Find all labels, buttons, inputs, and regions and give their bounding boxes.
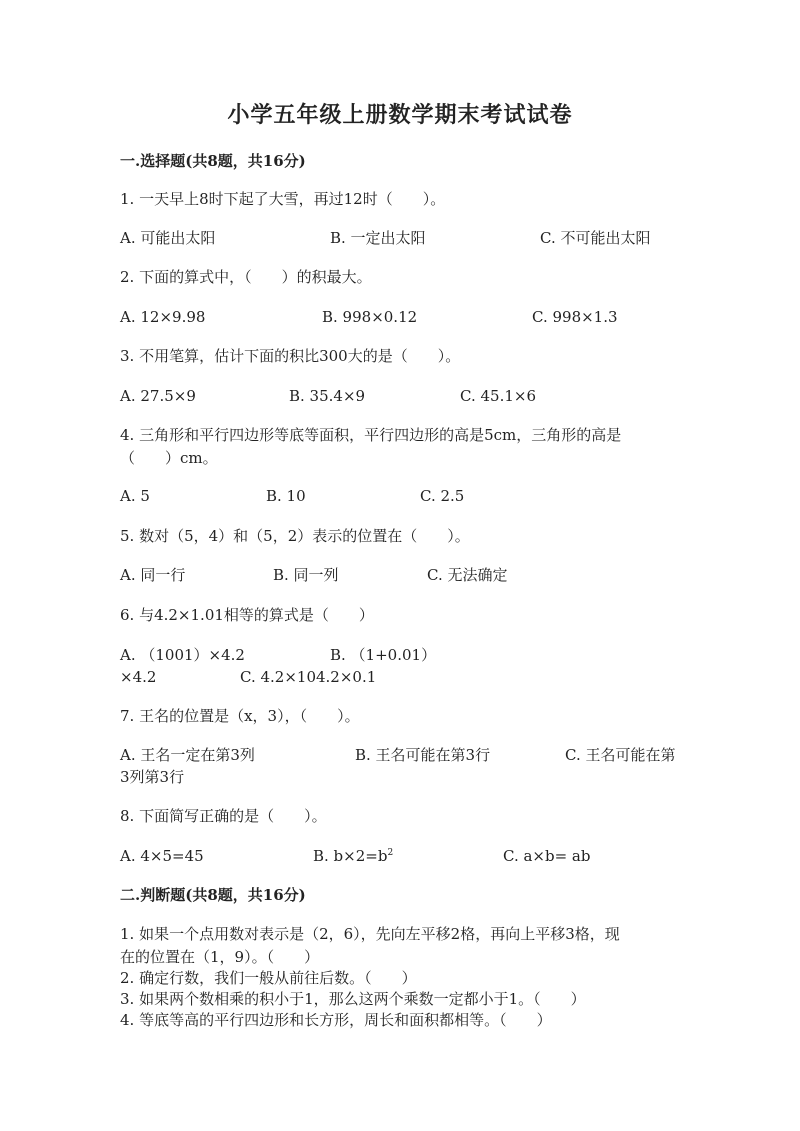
- q7-option-a: A. 王名一定在第3列: [120, 746, 255, 764]
- question-5-stem: 5. 数对（5，4）和（5，2）表示的位置在（ ）。: [120, 527, 470, 545]
- q3-option-c: C. 45.1×6: [460, 387, 536, 405]
- question-3-stem: 3. 不用笔算，估计下面的积比300大的是（ ）。: [120, 347, 461, 365]
- question-4-stem-line2: （ ）cm。: [120, 449, 218, 467]
- q5-option-c: C. 无法确定: [427, 566, 508, 584]
- q2-option-c: C. 998×1.3: [532, 308, 618, 326]
- section-heading-judgement: 二.判断题(共8题，共16分): [120, 886, 306, 904]
- judgement-line-5: 4. 等底等高的平行四边形和长方形，周长和面积都相等。（ ）: [120, 1011, 552, 1029]
- q2-option-a: A. 12×9.98: [120, 308, 206, 326]
- q8-option-b-superscript: 2: [387, 848, 394, 858]
- q7-option-b: B. 王名可能在第3行: [355, 746, 491, 764]
- judgement-line-3: 2. 确定行数，我们一般从前往后数。（ ）: [120, 969, 417, 987]
- question-4-stem-line1: 4. 三角形和平行四边形等底等面积，平行四边形的高是5cm，三角形的高是: [120, 426, 622, 444]
- question-6-stem: 6. 与4.2×1.01相等的算式是（ ）: [120, 606, 374, 624]
- q6-option-c: C. 4.2×104.2×0.1: [240, 668, 377, 686]
- q8-option-a: A. 4×5=45: [120, 847, 204, 865]
- q5-option-a: A. 同一行: [120, 566, 186, 584]
- q5-option-b: B. 同一列: [273, 566, 339, 584]
- q8-option-b: [313, 845, 393, 867]
- question-7-stem: 7. 王名的位置是（x，3），（ ）。: [120, 707, 360, 725]
- q4-option-b: B. 10: [266, 487, 306, 505]
- question-1-stem: 1. 一天早上8时下起了大雪，再过12时（ ）。: [120, 190, 446, 208]
- q1-option-a: A. 可能出太阳: [120, 229, 216, 247]
- q3-option-a: A. 27.5×9: [120, 387, 196, 405]
- judgement-line-4: 3. 如果两个数相乘的积小于1，那么这两个乘数一定都小于1。（ ）: [120, 990, 586, 1008]
- section-heading-choice: 一.选择题(共8题，共16分): [120, 152, 306, 170]
- q4-option-c: C. 2.5: [420, 487, 465, 505]
- question-2-stem: 2. 下面的算式中，（ ）的积最大。: [120, 268, 372, 286]
- q6-option-b: B. （1+0.01）: [330, 646, 437, 664]
- q6-option-a: A. （1001）×4.2: [120, 646, 245, 664]
- q7-option-c-continued: 3列第3行: [120, 768, 185, 786]
- q7-option-c: C. 王名可能在第: [565, 746, 676, 764]
- q8-option-b-base: B. b×2=b: [313, 847, 388, 865]
- q1-option-c: C. 不可能出太阳: [540, 229, 651, 247]
- q1-option-b: B. 一定出太阳: [330, 229, 426, 247]
- question-8-stem: 8. 下面简写正确的是（ ）。: [120, 807, 327, 825]
- judgement-line-2: 在的位置在（1，9）。（ ）: [120, 948, 320, 966]
- judgement-line-1: 1. 如果一个点用数对表示是（2，6），先向左平移2格，再向上平移3格，现: [120, 925, 620, 943]
- page-title: 小学五年级上册数学期末考试试卷: [227, 102, 573, 128]
- q3-option-b: B. 35.4×9: [289, 387, 366, 405]
- q8-option-c: C. a×b= ab: [503, 847, 591, 865]
- q2-option-b: B. 998×0.12: [322, 308, 418, 326]
- q6-option-b-continued: ×4.2: [120, 668, 157, 686]
- q4-option-a: A. 5: [120, 487, 150, 505]
